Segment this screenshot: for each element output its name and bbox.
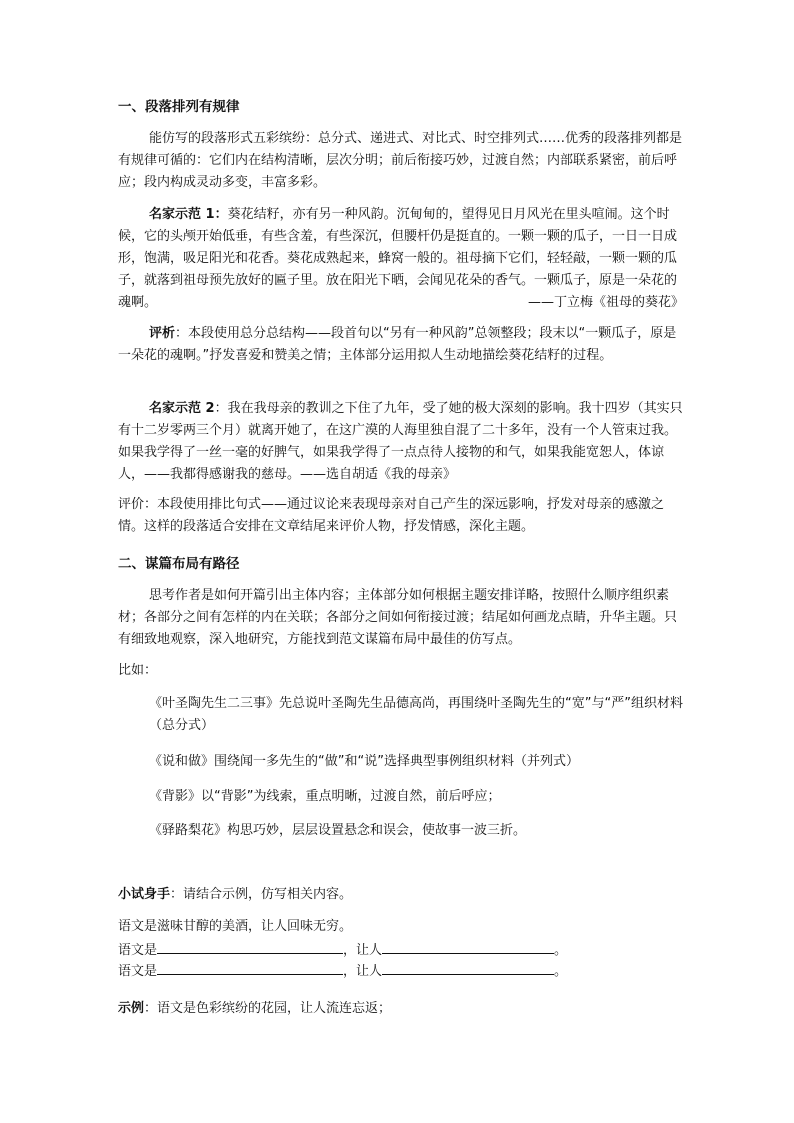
fill-blank-1[interactable] bbox=[157, 940, 343, 954]
section2-intro: 思考作者是如何开篇引出主体内容；主体部分如何根据主题安排详略，按照什么顺序组织素材；各部分之间有怎样的内在关联；各部分之间如何衔接过渡；结尾如何画龙点睛，升华主题。只有细致地观察，深入地研究，方能找到范文谋篇布局中最佳的仿写点。 bbox=[118, 588, 678, 647]
comment2-paragraph: 评价：本段使用排比句式——通过议论来表现母亲对自己产生的深远影响，抒发对母亲的感激之情。这样的段落适合安排在文章结尾来评价人物，抒发情感，深化主题。 bbox=[118, 497, 665, 534]
example1-text: 葵花结籽，亦有另一种风韵。沉甸甸的，望得见日月风光在里头喧闹。这个时候，它的头颅开始低垂，有些含羞，有些深沉，但腰杆仍是挺直的。一颗一颗的瓜子，一日一日成形，饱满，吸足阳光和花香。葵花成熟起来，蜂窝一般的。祖母摘下它们，轻轻敲，一颗一颗的瓜子，就落到祖母预先放好的匾子里。放在阳光下晒，会闻见花朵的香气。一颗瓜子，原是一朵花的魂啊。 bbox=[118, 207, 678, 310]
section1-intro: 能仿写的段落形式五彩缤纷：总分式、递进式、对比式、时空排列式……优秀的段落排列都是有规律可循的：它们内在结构清晰，层次分明；前后衔接巧妙，过渡自然；内部联系紧密，前后呼应；段内构成灵动多变，丰富多彩。 bbox=[118, 131, 683, 190]
example1-label: 名家示范 1： bbox=[149, 207, 228, 222]
fill-blank-3[interactable] bbox=[157, 961, 343, 975]
example1-source: ——丁立梅《祖母的葵花》 bbox=[527, 295, 684, 310]
line-end: 。 bbox=[554, 964, 568, 979]
fill-blank-4[interactable] bbox=[382, 961, 554, 975]
comment1-label: 评析 bbox=[149, 326, 176, 341]
practice-example-text: ：语文是色彩缤纷的花园，让人流连忘返； bbox=[144, 1001, 392, 1016]
practice-label: 小试身手 bbox=[118, 887, 171, 902]
for-example-label: 比如： bbox=[118, 663, 158, 678]
practice-example-label: 示例 bbox=[118, 1001, 145, 1016]
section2-heading: 二、谋篇布局有路径 bbox=[118, 556, 240, 572]
comment1-paragraph bbox=[118, 323, 684, 367]
example2-paragraph bbox=[118, 398, 684, 486]
example1-paragraph bbox=[118, 204, 684, 314]
practice-heading bbox=[118, 884, 684, 906]
list-item: 《叶圣陶先生二三事》先总说叶圣陶先生品德高尚，再围绕叶圣陶先生的“宽”与“严”组织材料（总分式） bbox=[149, 696, 683, 733]
fill-blank-2[interactable] bbox=[382, 940, 554, 954]
line-prefix: 语文是 bbox=[118, 964, 158, 979]
example2-text: ：我在我母亲的教训之下住了九年，受了她的极大深刻的影响。我十四岁（其实只有十二岁零两三个月）就离开她了，在这广漠的人海里独自混了二十多年，没有一个人管束过我。如果我学得了一丝一毫的好脾气，如果我学得了一点点待人接物的和气，如果我能宽恕人，体谅人，——我都得感谢我的慈母。——选自胡适《我的母亲》 bbox=[118, 401, 683, 482]
practice-model-sentence: 语文是滋味甘醇的美酒，让人回味无穷。 bbox=[118, 919, 353, 934]
list-item: 《背影》以“背影”为线索，重点明晰，过渡自然，前后呼应； bbox=[149, 789, 501, 804]
practice-line-2 bbox=[118, 961, 684, 983]
line-middle: ，让人 bbox=[343, 943, 383, 958]
practice-instruction: ：请结合示例，仿写相关内容。 bbox=[170, 887, 353, 902]
comment1-text: ：本段使用总分总结构——段首句以“另有一种风韵”总领整段；段末以“一颗瓜子，原是一朵花的魂啊。”抒发喜爱和赞美之情；主体部分运用拟人生动地描绘葵花结籽的过程。 bbox=[118, 326, 677, 363]
section1-heading: 一、段落排列有规律 bbox=[118, 99, 240, 115]
list-item: 《说和做》围绕闻一多先生的“做”和“说”选择典型事例组织材料（并列式） bbox=[149, 754, 579, 769]
practice-example bbox=[118, 998, 684, 1020]
line-middle: ，让人 bbox=[343, 964, 383, 979]
list-item: 《驿路梨花》构思巧妙，层层设置悬念和误会，使故事一波三折。 bbox=[149, 823, 527, 838]
line-prefix: 语文是 bbox=[118, 943, 158, 958]
practice-line-1 bbox=[118, 940, 684, 962]
example2-label: 名家示范 2 bbox=[149, 401, 215, 416]
line-end: 。 bbox=[554, 943, 568, 958]
